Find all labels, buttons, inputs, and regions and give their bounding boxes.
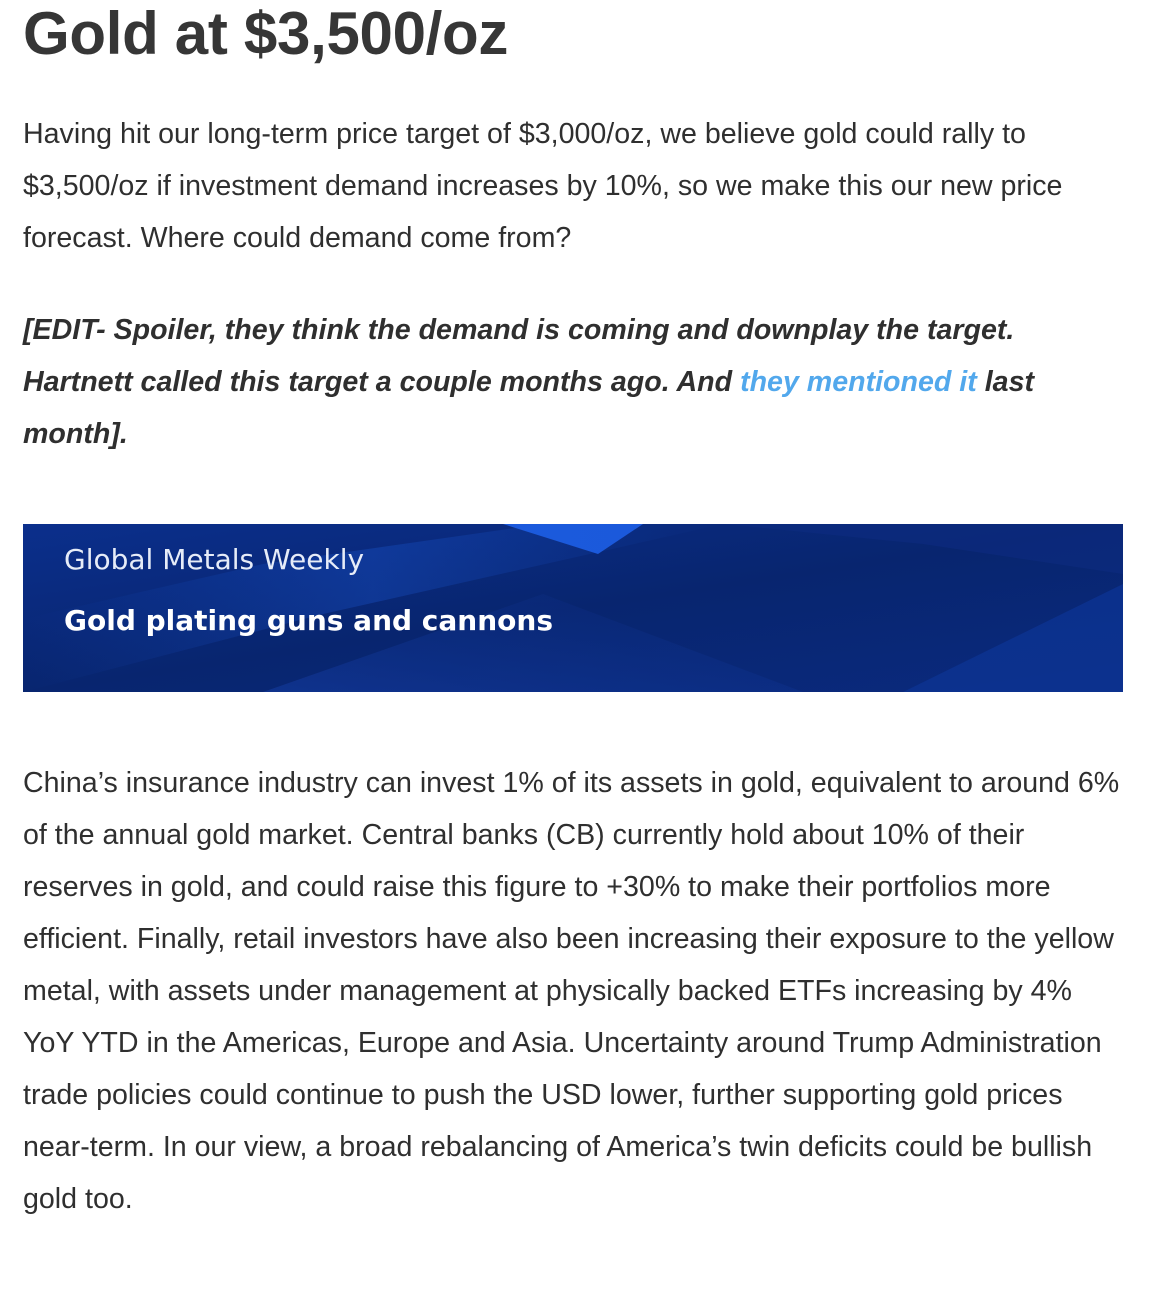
edit-note-text-before: [EDIT- Spoiler, they think the demand is coming and downplay the target. Hartnett called this target a couple months ago. And bbox=[23, 314, 1015, 398]
edit-note-link[interactable]: they mentioned it bbox=[740, 366, 977, 398]
intro-paragraph: Having hit our long-term price target of $3,000/oz, we believe gold could rally to $3,500/oz if investment demand increases by 10%, so we make this our new price forecast. Where could demand come from? bbox=[23, 118, 1063, 254]
edit-note bbox=[23, 304, 1123, 460]
article-title: Gold at $3,500/oz bbox=[23, 0, 509, 67]
edit-note-text-after: last month]. bbox=[23, 366, 1034, 450]
report-banner-image bbox=[23, 524, 1123, 692]
body-paragraph: China’s insurance industry can invest 1% of its assets in gold, equivalent to around 6% of the annual gold market. Central banks (CB) currently hold about 10% of their reserves in gold, and could raise this figure to +30% to make their portfolios more efficient. Finally, retail investors have also been increasing their exposure to the yellow metal, with assets under management at physically backed ETFs increasing by 4% YoY YTD in the Americas, Europe and Asia. Uncertainty around Trump Administration trade policies could continue to push the USD lower, further supporting gold prices near-term. In our view, a broad rebalancing of America’s twin deficits could be bullish gold too. bbox=[23, 767, 1120, 1215]
banner-headline: Gold plating guns and cannons bbox=[64, 604, 553, 637]
banner-series-title: Global Metals Weekly bbox=[64, 543, 365, 576]
